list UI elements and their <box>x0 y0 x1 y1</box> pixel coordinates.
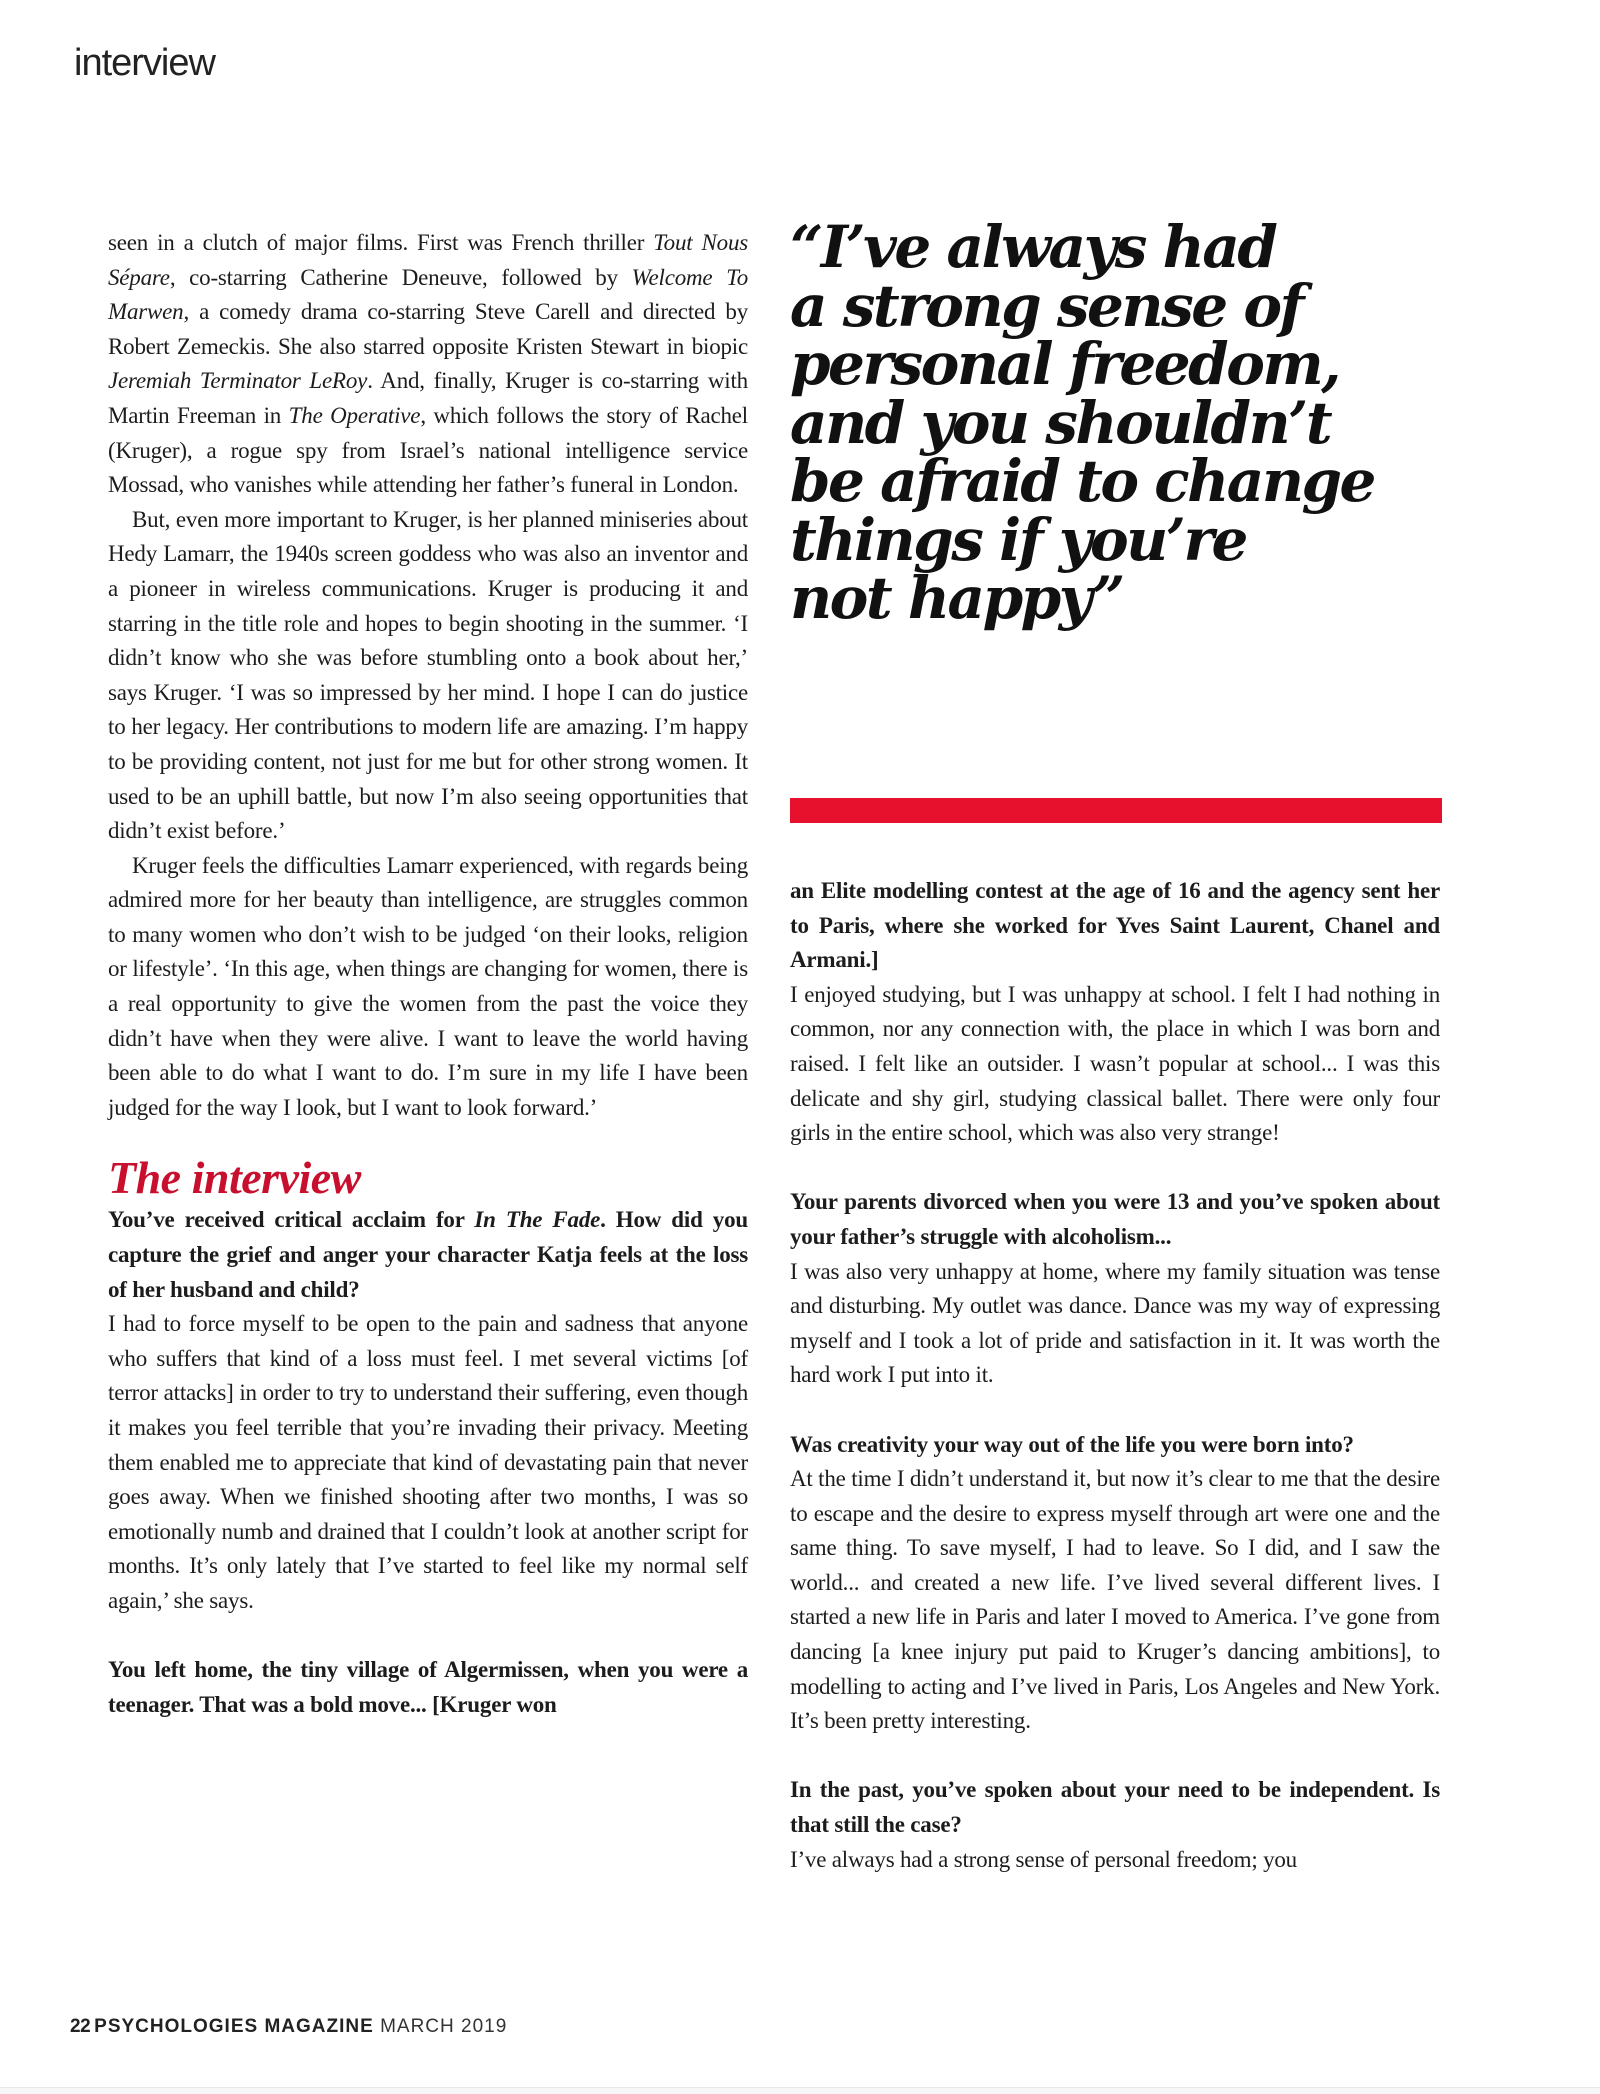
issue-date: MARCH 2019 <box>380 2016 508 2037</box>
text-run: , a comedy drama co-starring Steve Carell and directed by Robert Zemeckis. She also starred opposite Kristen Stewart in biopic <box>108 299 748 359</box>
film-title: The Operative <box>288 402 421 428</box>
page-footer <box>70 2016 507 2038</box>
question-in-the-fade <box>108 1203 748 1307</box>
question-left-home-continued: an Elite modelling contest at the age of 16 and the agency sent her to Paris, where she worked for Yves Saint Laurent, Chanel and Armani.] <box>790 878 1440 973</box>
spacer <box>790 1393 1440 1428</box>
difficulties-paragraph: Kruger feels the difficulties Lamarr experienced, with regards being admired more for her beauty than intelligence, are struggles common to many women who don’t wish to be judged ‘on their looks, religion or lifestyle’. ‘In this age, when things are changing for women, there is a real opportunity to give the women from the past the voice they didn’t have when they were alive. I want to leave the world having been able to do what I want to do. I’m sure in my life I have been judged for the way I look, but I want to look forward.’ <box>108 852 748 1120</box>
page-number: 22 <box>70 2016 91 2037</box>
film-title: Jeremiah Terminator LeRoy <box>108 368 368 394</box>
pull-quote <box>790 213 1470 632</box>
red-divider-bar <box>790 798 1442 823</box>
pull-quote-line: personal freedom, <box>790 330 1339 398</box>
question-left-home: You left home, the tiny village of Algermissen, when you were a teenager. That was a bold move... [Kruger won <box>108 1657 748 1717</box>
question-independence: In the past, you’ve spoken about your need to be independent. Is that still the case? <box>790 1777 1440 1838</box>
pull-quote-line: be afraid to change <box>790 447 1374 515</box>
answer-in-the-fade: I had to force myself to be open to the pain and sadness that anyone who suffers that kind of a loss must feel. I met several victims [of terror attacks] in order to try to understand their suffering, even though it makes you feel terrible that you’re invading their privacy. Meeting them enabled me to appreciate that kind of devastating pain that never goes away. When we finished shooting after two months, I was so emotionally numb and drained that I couldn’t look at another script for months. It’s only lately that I’ve started to feel like my normal self again,’ she says. <box>108 1311 748 1613</box>
answer-parents: I was also very unhappy at home, where my family situation was tense and disturbing. My outlet was dance. Dance was my way of expressing myself and I took a lot of pride and satisfaction in it. It was worth the hard work I put into it. <box>790 1258 1440 1388</box>
text-run: , which follows the story of Rachel (Kruger), a rogue spy from Israel’s national intelligence service Mossad, who vanishes while attending her father’s funeral in London. <box>108 402 748 498</box>
pull-quote-line: “I’ve always had <box>790 213 1276 281</box>
question-parents: Your parents divorced when you were 13 and you’ve spoken about your father’s struggle with alcoholism... <box>790 1189 1440 1249</box>
film-title: Tout Nous Sépare <box>108 230 749 290</box>
answer-independence: I’ve always had a strong sense of personal freedom; you <box>790 1846 1297 1872</box>
hedy-lamarr-paragraph: But, even more important to Kruger, is her planned miniseries about Hedy Lamarr, the 1940s screen goddess who was also an inventor and a pioneer in wireless communications. Kruger is producing it and starring in the title role and hopes to begin shooting in the summer. ‘I didn’t know who she was before stumbling onto a book about her,’ says Kruger. ‘I was so impressed by her mind. I hope I can do justice to her legacy. Her contributions to modern life are amazing. I’m happy to be providing content, not just for me but for other strong women. It used to be an uphill battle, but now I’m also seeing opportunities that didn’t exist before.’ <box>108 506 748 844</box>
text-run: . How did you capture the grief and anger your character Katja feels at the loss of her husband and child? <box>108 1207 748 1302</box>
text-run: seen in a clutch of major films. First was French thriller <box>108 230 654 255</box>
pull-quote-line: and you shouldn’t <box>790 388 1331 457</box>
left-column <box>108 226 748 1722</box>
spacer <box>108 1619 748 1654</box>
pull-quote-line: things if you’re <box>790 505 1246 574</box>
text-run: You’ve received critical acclaim for <box>108 1207 475 1233</box>
film-title: Welcome To Marwen <box>108 264 748 325</box>
question-creativity: Was creativity your way out of the life you were born into? <box>790 1431 1354 1457</box>
interview-heading: The interview <box>108 1152 361 1204</box>
pull-quote-line: a strong sense of <box>790 271 1302 340</box>
spacer <box>790 1739 1440 1774</box>
answer-school: I enjoyed studying, but I was unhappy at school. I felt I had nothing in common, nor any connection with, the place in which I was born and raised. I felt like an outsider. I wasn’t popular at school... I was this delicate and shy girl, studying classical ballet. There were only four girls in the entire school, which was also very strange! <box>790 981 1440 1146</box>
pull-quote-line: not happy” <box>790 564 1123 632</box>
text-run: . And, finally, Kruger is co-starring with Martin Freeman in <box>108 368 748 428</box>
magazine-name: PSYCHOLOGIES MAGAZINE <box>94 2016 374 2037</box>
text-run: , co-starring Catherine Deneuve, followed by <box>169 264 632 290</box>
film-title: In The Fade <box>474 1207 601 1233</box>
right-column <box>790 874 1440 1877</box>
answer-creativity: At the time I didn’t understand it, but now it’s clear to me that the desire to escape and the desire to express myself through art were one and the same thing. To save myself, I had to leave. So I did, and I saw the world... and created a new life. I’ve lived several different lives. I started a new life in Paris and later I moved to America. I’ve gone from dancing [a knee injury put paid to Kruger’s dancing ambitions], to modelling to acting and I’ve lived in Paris, Los Angeles and New York. It’s been pretty interesting. <box>790 1466 1440 1734</box>
intro-paragraph <box>108 226 748 503</box>
section-label: interview <box>74 42 215 84</box>
spacer <box>790 1151 1440 1186</box>
